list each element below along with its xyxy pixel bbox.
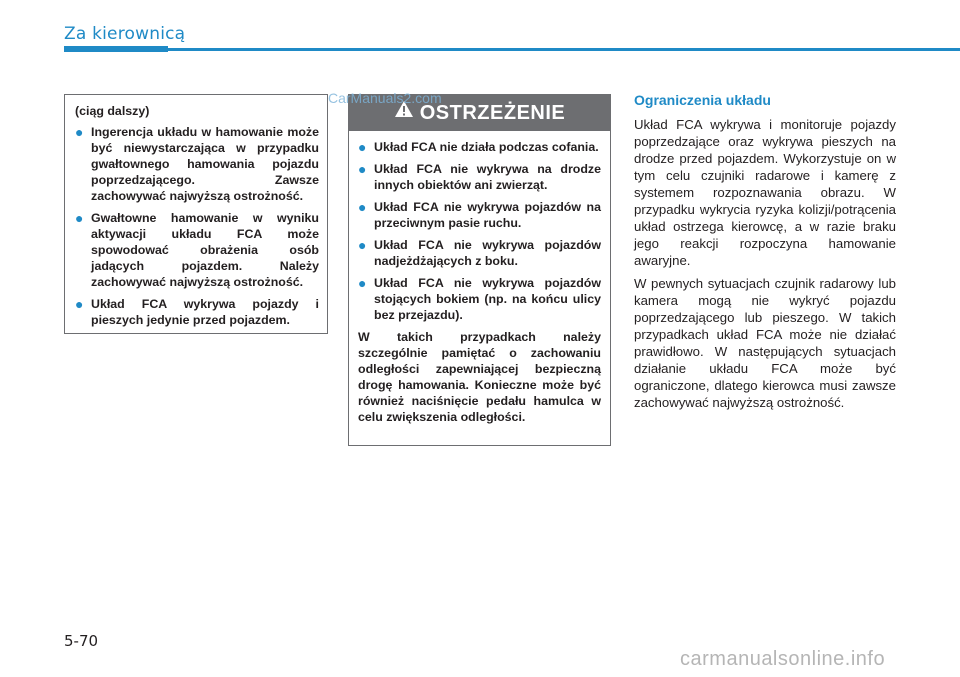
bullet-icon: ● bbox=[358, 199, 367, 215]
warning-body bbox=[349, 131, 610, 425]
limitations-section bbox=[634, 92, 896, 417]
page-number: 5-70 bbox=[64, 632, 99, 650]
list-item: ● Ingerencja układu w hamowanie może być niewystarczająca w przypadku gwałtownego hamowania pojazdu poprzedzającego. Zawsze zachowywać najwyższą ostrożność. bbox=[75, 124, 319, 203]
list-item: ● Układ FCA nie wykrywa pojazdów stojących bokiem (np. na końcu ulicy bez przejazdu). bbox=[358, 275, 601, 322]
list-item: ● Gwałtowne hamowanie w wyniku aktywacji układu FCA może spowodować obrażenia osób jadących pojazdem. Należy zachowywać najwyższą ostrożność. bbox=[75, 210, 319, 289]
bullet-icon: ● bbox=[358, 139, 367, 155]
continued-label: (ciąg dalszy) bbox=[75, 104, 150, 118]
bullet-icon: ● bbox=[358, 161, 367, 177]
continued-note-box bbox=[64, 94, 328, 334]
bullet-icon: ● bbox=[75, 124, 84, 140]
body-paragraph: Układ FCA wykrywa i monitoruje pojazdy poprzedzające oraz wykrywa pieszych na drodze przed pojazdem. Wykorzystuje on w tym celu czujniki radarowe i kamerę z systemem rozpoznawania obrazu. W przypadku wykrycia ryzyka kolizji/potrącenia układ ostrzega kierowcę, a w razie braku jego reakcji rozpoczyna hamowanie awaryjne. bbox=[634, 117, 896, 268]
section-title: Ograniczenia układu bbox=[634, 92, 771, 108]
warning-title: OSTRZEŻENIE bbox=[419, 102, 566, 124]
watermark-bottom: carmanualsonline.info bbox=[680, 648, 886, 670]
bullet-icon: ● bbox=[358, 237, 367, 253]
list-item: ● Układ FCA nie wykrywa na drodze innych obiektów ani zwierząt. bbox=[358, 161, 601, 192]
warning-paragraph: W takich przypadkach należy szczególnie pamiętać o zachowaniu odległości zapewniającej bezpieczną drogę hamowania. Konieczne może być również naciśnięcie pedału hamulca w celu zwiększenia odległości. bbox=[358, 330, 601, 424]
list-item: ● Układ FCA nie działa podczas cofania. bbox=[358, 139, 599, 155]
warning-box bbox=[348, 94, 611, 446]
warning-list bbox=[358, 139, 601, 323]
header-accent-tab bbox=[64, 46, 168, 52]
section-header-title: Za kierownicą bbox=[64, 24, 186, 44]
bullet-icon: ● bbox=[75, 296, 84, 312]
list-item: ● Układ FCA nie wykrywa pojazdów nadjeżdżających z boku. bbox=[358, 237, 601, 268]
bullet-icon: ● bbox=[75, 210, 84, 226]
note-list bbox=[75, 124, 319, 328]
watermark-top: CarManuals2.com bbox=[328, 90, 442, 106]
body-paragraph: W pewnych sytuacjach czujnik radarowy lub kamera mogą nie wykryć pojazdu poprzedzającego lub pieszego. W takich przypadkach układ FCA może nie działać prawidłowo. W następujących sytuacjach działanie układu FCA może być ograniczone, dlatego kierowca musi zawsze zachowywać najwyższą ostrożność. bbox=[634, 276, 896, 410]
bullet-icon: ● bbox=[358, 275, 367, 291]
list-item: ● Układ FCA nie wykrywa pojazdów na przeciwnym pasie ruchu. bbox=[358, 199, 601, 230]
header-divider bbox=[64, 48, 960, 51]
list-item: ● Układ FCA wykrywa pojazdy i pieszych jedynie przed pojazdem. bbox=[75, 296, 319, 327]
